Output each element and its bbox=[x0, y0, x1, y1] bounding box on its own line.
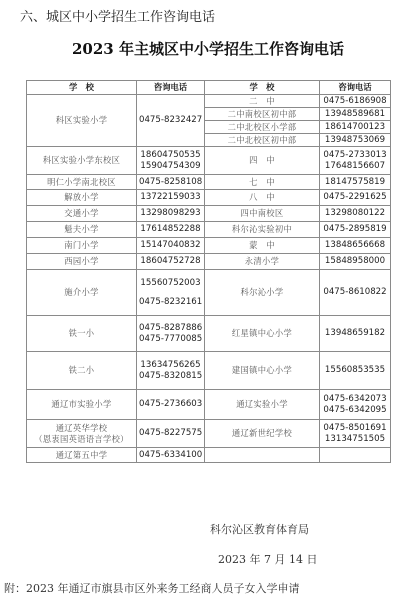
school-cell: 建国镇中心小学 bbox=[205, 352, 320, 390]
table-row bbox=[27, 420, 391, 448]
school-cell: 四中南校区 bbox=[205, 206, 320, 222]
issue-date: 2023 年 7 月 14 日 bbox=[218, 553, 318, 566]
document-title: 2023 年主城区中小学招生工作咨询电话 bbox=[72, 40, 344, 58]
phone-line: 17648156607 bbox=[324, 160, 386, 171]
school-cell: 明仁小学南北校区 bbox=[27, 175, 137, 190]
school-cell: 科尔沁实验初中 bbox=[205, 222, 320, 238]
school-cell: 四 中 bbox=[205, 147, 320, 175]
phone-cell: 13722159033 bbox=[137, 190, 205, 206]
section-heading: 六、城区中小学招生工作咨询电话 bbox=[20, 10, 216, 25]
school-cell: 西园小学 bbox=[27, 254, 137, 270]
school-cell: 二中北校区初中部 bbox=[205, 134, 320, 147]
table-row bbox=[27, 206, 391, 222]
phone-cell bbox=[137, 352, 205, 390]
phone-cell: 0475-2736603 bbox=[137, 390, 205, 420]
phone-cell: 18604752728 bbox=[137, 254, 205, 270]
school-cell bbox=[27, 420, 137, 448]
phone-line: 15904754309 bbox=[140, 160, 201, 171]
phone-cell: 18614700123 bbox=[320, 121, 391, 134]
phone-line: 0475-6342095 bbox=[323, 404, 387, 415]
school-cell: 解放小学 bbox=[27, 190, 137, 206]
issuing-organization: 科尔沁区教育体育局 bbox=[210, 523, 309, 536]
school-cell: 七 中 bbox=[205, 175, 320, 190]
phone-cell: 15147040832 bbox=[137, 238, 205, 254]
empty-cell bbox=[320, 448, 391, 463]
phone-line: 0475-8232161 bbox=[139, 296, 203, 307]
phone-cell: 0475-8610822 bbox=[320, 270, 391, 316]
school-cell: 二中北校区小学部 bbox=[205, 121, 320, 134]
table-row bbox=[27, 190, 391, 206]
phone-cell: 0475-6334100 bbox=[137, 448, 205, 463]
school-line: （恩衷国英语语言学校） bbox=[34, 433, 129, 444]
header-school-right: 学 校 bbox=[205, 81, 320, 95]
school-cell: 科尔沁小学 bbox=[205, 270, 320, 316]
school-cell: 通辽新世纪学校 bbox=[205, 420, 320, 448]
school-line: 通辽英华学校 bbox=[55, 422, 108, 433]
footnote: 附：2023 年通辽市旗县市区外来务工经商人员子女入学申请 bbox=[4, 582, 300, 595]
school-cell: 通辽第五中学 bbox=[27, 448, 137, 463]
phone-line: 18604750535 bbox=[140, 149, 201, 160]
phone-line: 13134751505 bbox=[324, 433, 386, 444]
phone-cell: 0475-2291625 bbox=[320, 190, 391, 206]
table-row bbox=[27, 448, 391, 463]
school-cell: 通辽实验小学 bbox=[205, 390, 320, 420]
phone-cell: 0475-8258108 bbox=[137, 175, 205, 190]
table-row bbox=[27, 270, 391, 316]
school-cell: 魁夫小学 bbox=[27, 222, 137, 238]
phone-cell: 15560853535 bbox=[320, 352, 391, 390]
phone-table bbox=[26, 80, 391, 463]
phone-line: 0475-8501691 bbox=[323, 422, 387, 433]
school-cell: 红星镇中心小学 bbox=[205, 316, 320, 352]
header-school-left: 学 校 bbox=[27, 81, 137, 95]
table-header-row bbox=[27, 81, 391, 95]
phone-cell: 0475-8232427 bbox=[137, 95, 205, 147]
phone-cell bbox=[137, 270, 205, 316]
phone-line: 0475-8287886 bbox=[139, 322, 203, 333]
school-cell: 交通小学 bbox=[27, 206, 137, 222]
school-cell: 通辽市实验小学 bbox=[27, 390, 137, 420]
phone-cell: 15848958000 bbox=[320, 254, 391, 270]
empty-cell bbox=[205, 448, 320, 463]
school-cell: 永清小学 bbox=[205, 254, 320, 270]
phone-cell: 13298098293 bbox=[137, 206, 205, 222]
phone-line: 0475-8320815 bbox=[139, 370, 203, 381]
table-row bbox=[27, 147, 391, 175]
table-row bbox=[27, 175, 391, 190]
school-cell: 科区实验小学东校区 bbox=[27, 147, 137, 175]
phone-cell: 13948589681 bbox=[320, 108, 391, 121]
phone-cell bbox=[320, 147, 391, 175]
phone-cell: 13848656668 bbox=[320, 238, 391, 254]
phone-cell bbox=[320, 420, 391, 448]
school-cell: 铁一小 bbox=[27, 316, 137, 352]
phone-line: 15560752003 bbox=[140, 277, 201, 288]
table-row bbox=[27, 316, 391, 352]
school-cell: 科区实验小学 bbox=[27, 95, 137, 147]
phone-cell: 0475-8227575 bbox=[137, 420, 205, 448]
phone-cell bbox=[137, 316, 205, 352]
phone-cell: 13948753069 bbox=[320, 134, 391, 147]
phone-cell: 0475-6186908 bbox=[320, 95, 391, 108]
school-cell: 八 中 bbox=[205, 190, 320, 206]
phone-cell: 13948659182 bbox=[320, 316, 391, 352]
school-cell: 二中南校区初中部 bbox=[205, 108, 320, 121]
table-row bbox=[27, 222, 391, 238]
table-row bbox=[27, 95, 391, 108]
phone-line: 0475-6342073 bbox=[323, 393, 387, 404]
phone-line: 0475-7770085 bbox=[139, 333, 203, 344]
phone-cell bbox=[320, 390, 391, 420]
phone-cell: 18147575819 bbox=[320, 175, 391, 190]
school-cell: 蒙 中 bbox=[205, 238, 320, 254]
phone-cell: 13298080122 bbox=[320, 206, 391, 222]
table-row bbox=[27, 238, 391, 254]
header-phone-left: 咨询电话 bbox=[137, 81, 205, 95]
header-phone-right: 咨询电话 bbox=[320, 81, 391, 95]
school-cell: 二 中 bbox=[205, 95, 320, 108]
table-row bbox=[27, 254, 391, 270]
phone-cell: 0475-2895819 bbox=[320, 222, 391, 238]
school-cell: 施介小学 bbox=[27, 270, 137, 316]
phone-cell bbox=[137, 147, 205, 175]
table-row bbox=[27, 352, 391, 390]
table-row bbox=[27, 390, 391, 420]
phone-line: 0475-2733013 bbox=[323, 149, 387, 160]
phone-line: 13634756265 bbox=[140, 359, 201, 370]
school-cell: 铁二小 bbox=[27, 352, 137, 390]
phone-cell: 17614852288 bbox=[137, 222, 205, 238]
school-cell: 南门小学 bbox=[27, 238, 137, 254]
